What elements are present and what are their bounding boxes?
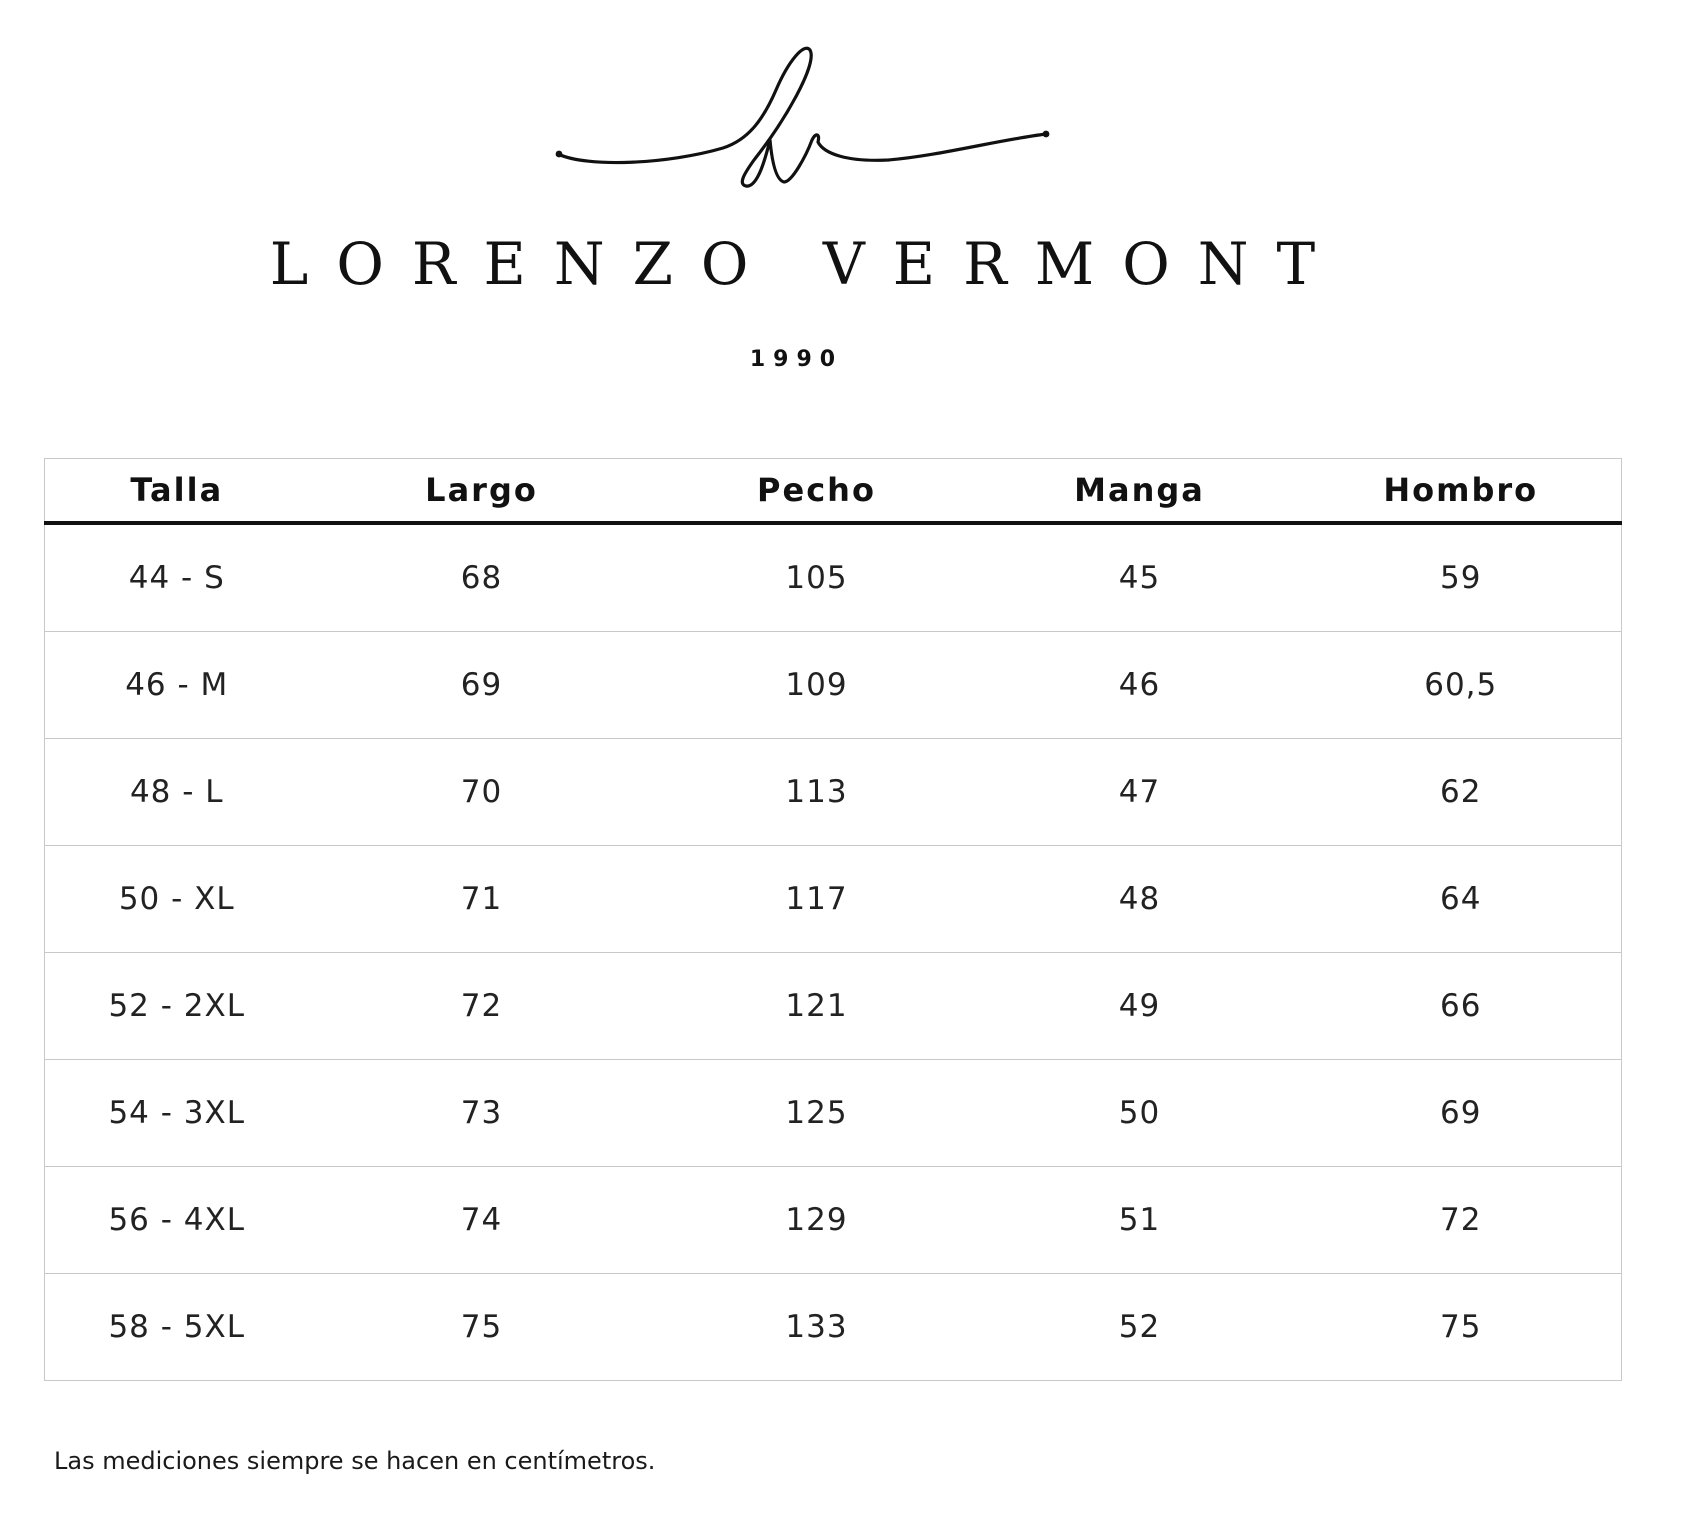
cell-talla: 54 - 3XL [45,1060,309,1167]
table-header-row [45,459,1622,524]
header-pecho: Pecho [655,459,979,524]
table-row [45,632,1622,739]
cell-largo: 73 [309,1060,655,1167]
table-row [45,1167,1622,1274]
cell-manga: 46 [979,632,1301,739]
brand-name: LORENZO VERMONT [269,230,1344,298]
cell-largo: 68 [309,523,655,632]
cell-pecho: 105 [655,523,979,632]
cell-largo: 70 [309,739,655,846]
cell-manga: 48 [979,846,1301,953]
cell-hombro: 66 [1301,953,1622,1060]
measurement-footnote: Las mediciones siempre se hacen en centímetros. [54,1447,656,1475]
cell-pecho: 125 [655,1060,979,1167]
cell-hombro: 64 [1301,846,1622,953]
cell-pecho: 129 [655,1167,979,1274]
brand-year: 1990 [749,347,844,372]
cell-hombro: 72 [1301,1167,1622,1274]
header-hombro: Hombro [1301,459,1622,524]
cell-talla: 46 - M [45,632,309,739]
size-chart-table [44,458,1622,1381]
cell-pecho: 113 [655,739,979,846]
cell-hombro: 62 [1301,739,1622,846]
cell-hombro: 59 [1301,523,1622,632]
cell-talla: 56 - 4XL [45,1167,309,1274]
cell-largo: 74 [309,1167,655,1274]
cell-largo: 75 [460,1309,503,1345]
header-largo: Largo [309,459,655,524]
cell-talla: 44 - S [45,523,309,632]
cell-talla: 52 - 2XL [45,953,309,1060]
cell-hombro: 60,5 [1301,632,1622,739]
cell-manga: 45 [979,523,1301,632]
cell-manga: 47 [979,739,1301,846]
cell-pecho: 117 [655,846,979,953]
cell-talla: 48 - L [45,739,309,846]
cell-pecho: 121 [655,953,979,1060]
cell-largo: 71 [309,846,655,953]
cell-pecho: 133 [785,1309,848,1345]
cell-manga: 49 [979,953,1301,1060]
cell-hombro: 75 [1440,1309,1482,1345]
header-talla: Talla [45,459,309,524]
table-row [45,523,1622,632]
cell-talla: 50 - XL [45,846,309,953]
table-row [45,1274,1622,1381]
cell-manga: 51 [979,1167,1301,1274]
cell-pecho: 109 [655,632,979,739]
table-row [45,846,1622,953]
table-row [45,1060,1622,1167]
table-row [45,953,1622,1060]
cell-largo: 69 [309,632,655,739]
cell-manga: 50 [979,1060,1301,1167]
cell-hombro: 69 [1301,1060,1622,1167]
brand-monogram-logo [548,36,1096,196]
cell-manga: 52 [1118,1309,1161,1345]
table-row [45,739,1622,846]
header-manga: Manga [979,459,1301,524]
cell-largo: 72 [309,953,655,1060]
cell-talla: 58 - 5XL [108,1309,246,1345]
